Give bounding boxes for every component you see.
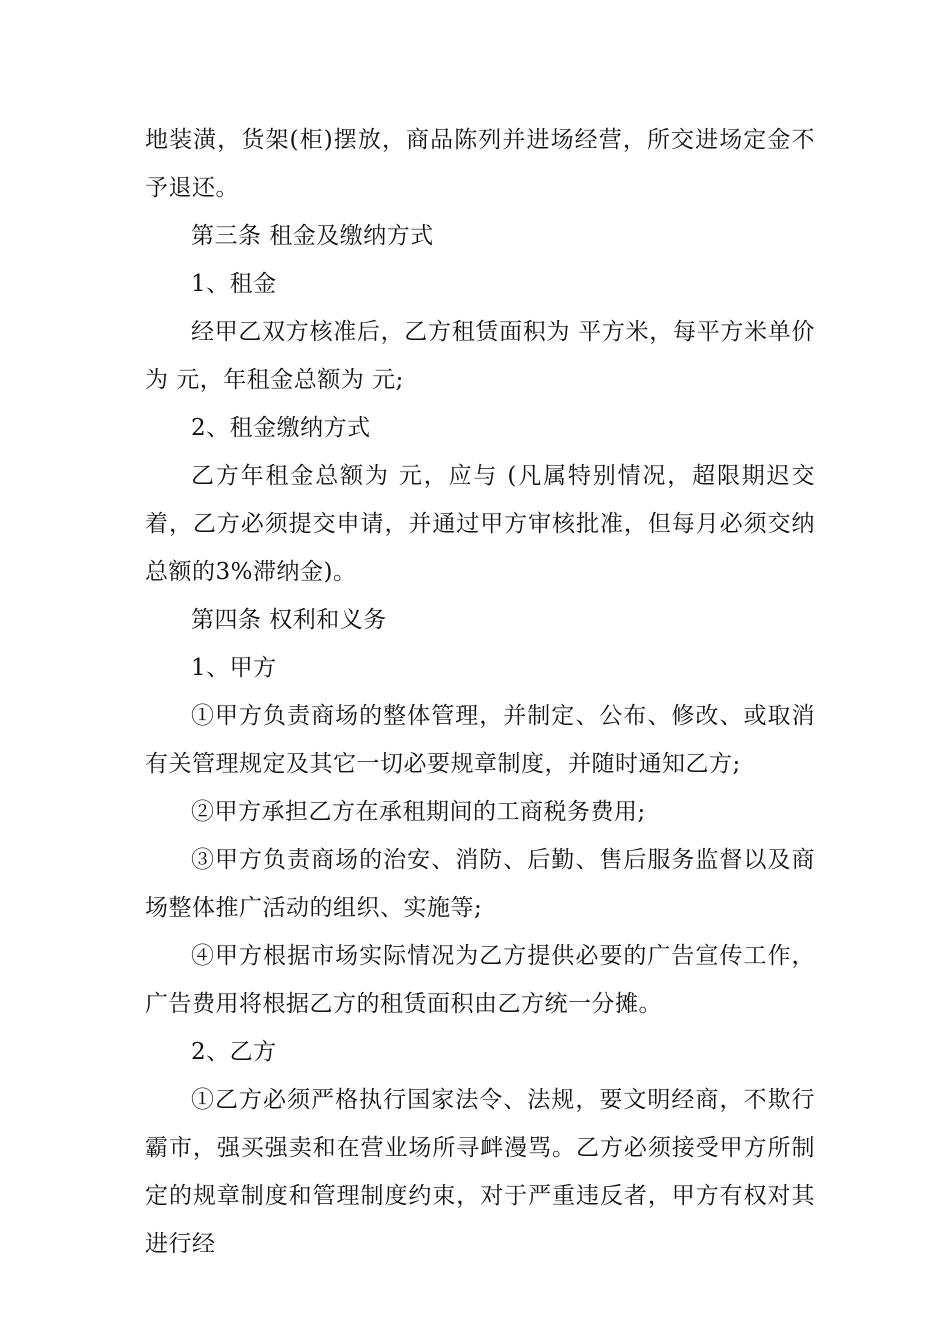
paragraph-rent-payment: 乙方年租金总额为 元，应与 (凡属特别情况，超限期迟交着，乙方必须提交申请，并通过甲方审核批准，但每月必须交纳总额的3%滞纳金)。	[145, 463, 815, 585]
subheading-party-b: 2、乙方	[191, 1039, 277, 1065]
subheading-rent: 1、租金	[191, 271, 277, 297]
party-a-item-4: ④甲方根据市场实际情况为乙方提供必要的广告宣传工作，广告费用将根据乙方的租赁面积由乙方统一分摊。	[145, 943, 815, 1017]
party-b-item-1: ①乙方必须严格执行国家法令、法规，要文明经商，不欺行霸市，强买强卖和在营业场所寻衅漫骂。乙方必须接受甲方所制定的规章制度和管理制度约束，对于严重违反者，甲方有权对其进行经	[145, 1087, 815, 1257]
document-body	[145, 116, 815, 1268]
party-a-item-1: ①甲方负责商场的整体管理，并制定、公布、修改、或取消有关管理规定及其它一切必要规章制度，并随时通知乙方;	[145, 703, 815, 777]
party-a-item-3: ③甲方负责商场的治安、消防、后勤、售后服务监督以及商场整体推广活动的组织、实施等;	[145, 847, 815, 921]
party-a-item-2: ②甲方承担乙方在承租期间的工商税务费用;	[191, 799, 646, 825]
paragraph-continuation: 地装潢，货架(柜)摆放，商品陈列并进场经营，所交进场定金不予退还。	[145, 127, 815, 201]
paragraph-rent-amount: 经甲乙双方核准后，乙方租赁面积为 平方米，每平方米单价为 元，年租金总额为 元;	[145, 319, 815, 393]
article-3-heading: 第三条 租金及缴纳方式	[191, 223, 434, 249]
subheading-rent-payment: 2、租金缴纳方式	[191, 415, 371, 441]
article-4-heading: 第四条 权利和义务	[191, 607, 387, 633]
subheading-party-a: 1、甲方	[191, 655, 277, 681]
